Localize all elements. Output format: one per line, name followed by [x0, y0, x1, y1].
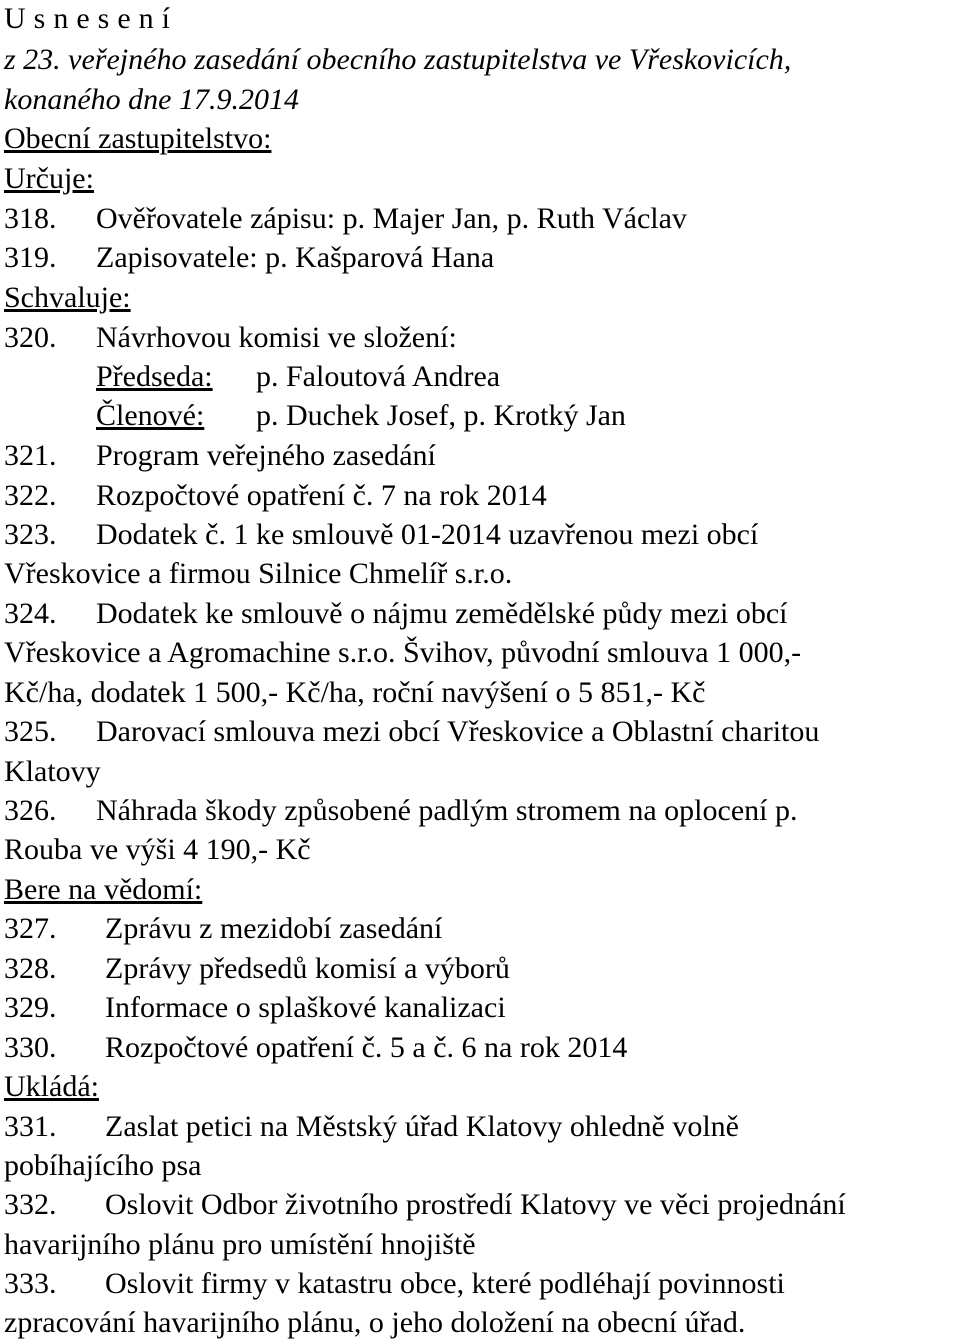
item-text: Zprávu z mezidobí zasedání: [105, 912, 443, 945]
resolution-item-323: [4, 518, 758, 552]
resolution-item-320: [4, 321, 457, 355]
item-number: 326.: [4, 794, 57, 827]
item-number: 320.: [4, 321, 57, 354]
subtitle-line-1: z 23. veřejného zasedání obecního zastupitelstva ve Vřeskovicích,: [4, 43, 792, 76]
item-text: Oslovit firmy v katastru obce, které podléhají povinnosti: [105, 1267, 785, 1300]
resolution-item-330: [4, 1031, 627, 1065]
item-number: 325.: [4, 715, 57, 748]
item-number: 321.: [4, 439, 57, 472]
resolution-item-333: [4, 1267, 785, 1301]
item-text: Zprávy předsedů komisí a výborů: [105, 952, 510, 985]
item-text: Dodatek ke smlouvě o nájmu zemědělské půdy mezi obcí: [96, 597, 788, 630]
item-text: Oslovit Odbor životního prostředí Klatovy ve věci projednání: [105, 1188, 846, 1221]
resolution-item-321: [4, 439, 436, 473]
item-number: 331.: [4, 1110, 57, 1143]
item-331-continuation: pobíhajícího psa: [4, 1149, 202, 1182]
item-text: Dodatek č. 1 ke smlouvě 01-2014 uzavřenou mezi obcí: [96, 518, 759, 551]
section-heading-urcuje: Určuje:: [4, 162, 94, 195]
body-heading: Obecní zastupitelstvo:: [4, 122, 272, 155]
item-number: 332.: [4, 1188, 57, 1221]
resolution-item-327: [4, 912, 442, 946]
resolution-item-318: [4, 202, 687, 236]
item-332-continuation: havarijního plánu pro umístění hnojiště: [4, 1228, 476, 1261]
item-text: Návrhovou komisi ve složení:: [96, 321, 457, 354]
item-number: 322.: [4, 479, 57, 512]
item-number: 319.: [4, 241, 57, 274]
item-text: Ověřovatele zápisu: p. Majer Jan, p. Ruth Václav: [96, 202, 687, 235]
item-number: 329.: [4, 991, 57, 1024]
item-324-continuation-1: Vřeskovice a Agromachine s.r.o. Švihov, původní smlouva 1 000,-: [4, 636, 802, 669]
item-324-continuation-2: Kč/ha, dodatek 1 500,- Kč/ha, roční navýšení o 5 851,- Kč: [4, 676, 706, 709]
section-heading-schvaluje: Schvaluje:: [4, 281, 131, 314]
resolution-item-325: [4, 715, 819, 749]
item-333-continuation: zpracování havarijního plánu, o jeho doložení na obecní úřad.: [4, 1306, 746, 1339]
item-326-continuation: Rouba ve výši 4 190,- Kč: [4, 833, 311, 866]
committee-chair-row: [4, 360, 500, 394]
resolution-item-328: [4, 952, 510, 986]
committee-members-row: [4, 399, 626, 433]
item-number: 327.: [4, 912, 57, 945]
resolution-item-326: [4, 794, 797, 828]
item-text: Zaslat petici na Městský úřad Klatovy ohledně volně: [105, 1110, 739, 1143]
item-text: Náhrada škody způsobené padlým stromem na oplocení p.: [96, 794, 798, 827]
resolution-item-322: [4, 479, 547, 513]
item-325-continuation: Klatovy: [4, 755, 101, 788]
document-title: Usnesení: [4, 2, 178, 35]
item-text: Program veřejného zasedání: [96, 439, 436, 472]
item-text: Rozpočtové opatření č. 5 a č. 6 na rok 2014: [105, 1031, 628, 1064]
members-value: p. Duchek Josef, p. Krotký Jan: [256, 399, 626, 432]
item-number: 324.: [4, 597, 57, 630]
item-number: 323.: [4, 518, 57, 551]
subtitle-line-2: konaného dne 17.9.2014: [4, 83, 299, 116]
item-number: 318.: [4, 202, 57, 235]
resolution-item-324: [4, 597, 787, 631]
item-number: 328.: [4, 952, 57, 985]
item-323-continuation: Vřeskovice a firmou Silnice Chmelíř s.r.o.: [4, 557, 513, 590]
chair-value: p. Faloutová Andrea: [256, 360, 501, 393]
resolution-item-319: [4, 241, 494, 275]
item-number: 330.: [4, 1031, 57, 1064]
resolution-item-331: [4, 1110, 739, 1144]
resolution-item-332: [4, 1188, 846, 1222]
resolution-item-329: [4, 991, 506, 1025]
item-number: 333.: [4, 1267, 57, 1300]
item-text: Zapisovatele: p. Kašparová Hana: [96, 241, 495, 274]
item-text: Darovací smlouva mezi obcí Vřeskovice a Oblastní charitou: [96, 715, 820, 748]
chair-label: Předseda:: [96, 360, 213, 393]
item-text: Rozpočtové opatření č. 7 na rok 2014: [96, 479, 547, 512]
section-heading-bere-na-vedomi: Bere na vědomí:: [4, 873, 203, 906]
members-label: Členové:: [96, 399, 205, 432]
section-heading-uklada: Ukládá:: [4, 1070, 99, 1103]
item-text: Informace o splaškové kanalizaci: [105, 991, 506, 1024]
